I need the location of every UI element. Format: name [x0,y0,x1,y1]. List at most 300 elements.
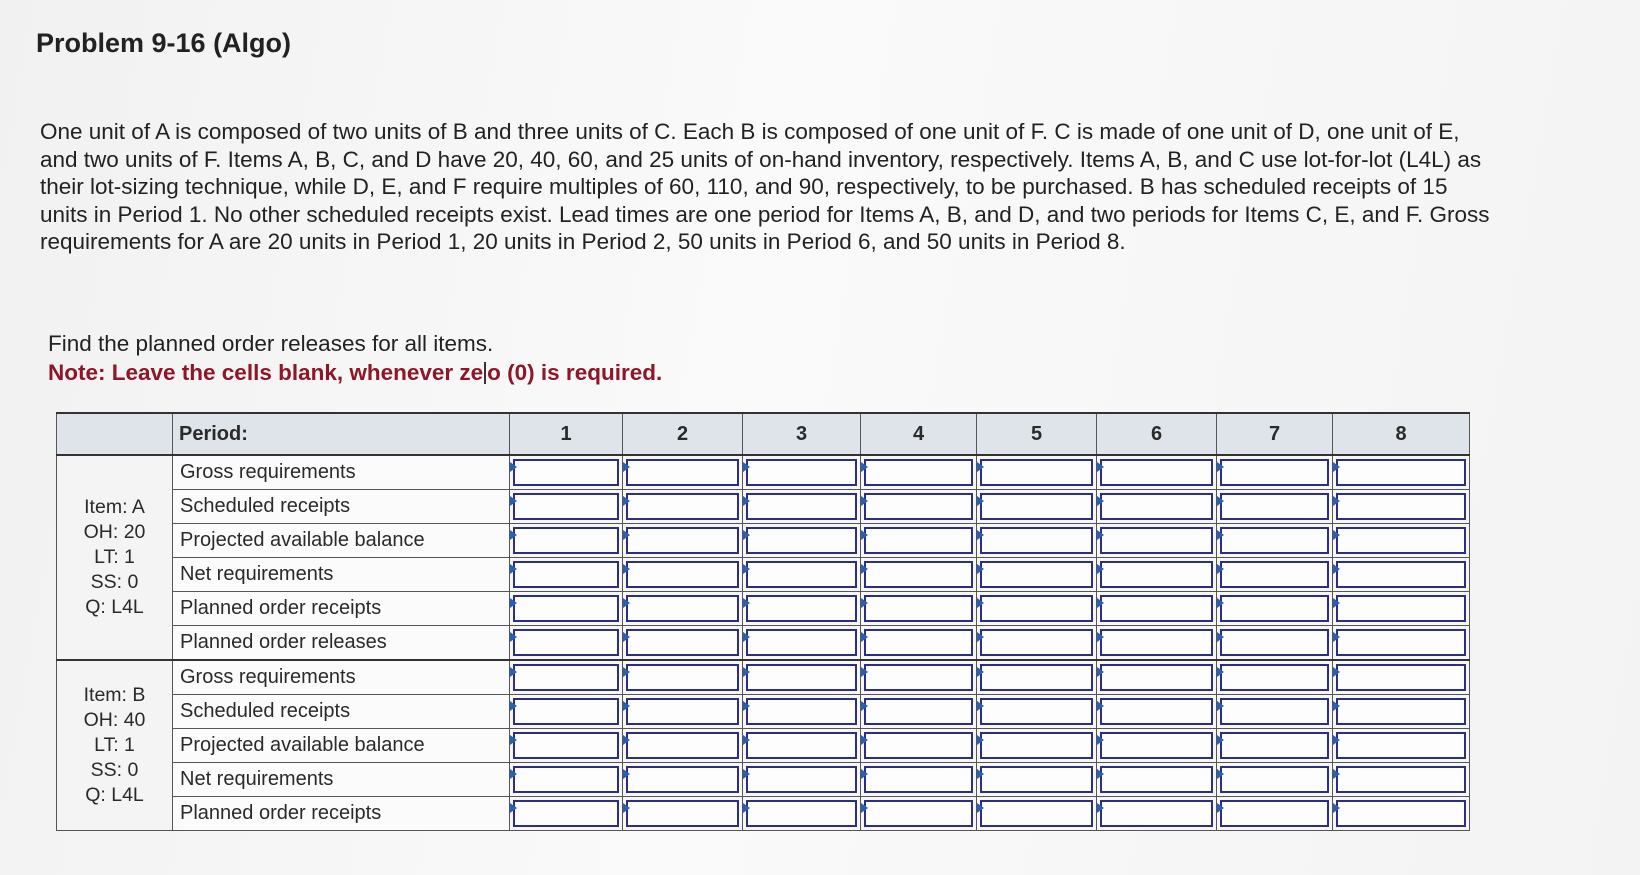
cell-marker-icon [1217,564,1224,574]
answer-cell [861,455,977,490]
cell-marker-icon [623,564,630,574]
item-b-oh: OH: 40 [83,709,146,731]
answer-input[interactable] [746,664,857,691]
cell-marker-icon [510,701,517,711]
cell-marker-icon [743,769,750,779]
row-label: Gross requirements [173,660,510,695]
cell-marker-icon [1097,564,1104,574]
note-text-part1: Note: Leave the cells blank, whenever ze [48,360,484,385]
cell-marker-icon [1217,496,1224,506]
answer-input[interactable] [980,459,1093,486]
answer-cell [623,455,743,490]
cell-marker-icon [510,803,517,813]
cell-marker-icon [977,598,984,608]
row-label: Projected available balance [173,729,510,763]
answer-input[interactable] [1220,459,1329,486]
answer-cell [743,729,861,763]
cell-marker-icon [743,667,750,677]
answer-cell [1333,729,1470,763]
cell-marker-icon [1217,803,1224,813]
answer-cell [623,763,743,797]
answer-cell [623,660,743,695]
cell-marker-icon [1333,667,1340,677]
answer-cell [1333,558,1470,592]
answer-input[interactable] [1336,732,1466,759]
item-a-oh: OH: 20 [83,521,146,543]
mrp-table [56,412,1470,831]
answer-input[interactable] [1220,561,1329,588]
mrp-row [57,695,1470,729]
answer-cell [510,490,623,524]
mrp-row [57,763,1470,797]
answer-input[interactable] [513,459,619,486]
answer-input[interactable] [513,595,619,622]
answer-input[interactable] [1336,595,1466,622]
cell-marker-icon [743,462,750,472]
answer-cell [743,455,861,490]
answer-cell [510,524,623,558]
answer-cell [1333,626,1470,661]
answer-input[interactable] [513,561,619,588]
answer-cell [977,729,1097,763]
answer-cell [1097,592,1217,626]
cell-marker-icon [1217,462,1224,472]
answer-input[interactable] [746,698,857,725]
answer-cell [977,695,1097,729]
answer-input[interactable] [513,664,619,691]
cell-marker-icon [1217,530,1224,540]
answer-cell [1097,763,1217,797]
answer-input[interactable] [1336,459,1466,486]
answer-cell [510,626,623,661]
answer-input[interactable] [1336,561,1466,588]
answer-cell [861,660,977,695]
answer-cell [743,660,861,695]
answer-input[interactable] [1220,664,1329,691]
answer-input[interactable] [980,732,1093,759]
answer-cell [1333,524,1470,558]
period-3-header: 3 [743,413,861,455]
answer-cell [623,558,743,592]
cell-marker-icon [1333,598,1340,608]
item-a-info [57,455,173,660]
answer-input[interactable] [513,527,619,554]
cell-marker-icon [743,564,750,574]
row-label: Net requirements [173,763,510,797]
answer-input[interactable] [746,800,857,827]
answer-input[interactable] [1100,459,1213,486]
cell-marker-icon [1217,598,1224,608]
row-label: Gross requirements [173,455,510,490]
item-b-section [57,660,1470,831]
cell-marker-icon [623,530,630,540]
answer-cell [1097,695,1217,729]
note-text-part2: o (0) is required. [487,360,663,385]
answer-input[interactable] [746,629,857,656]
cell-marker-icon [1097,735,1104,745]
answer-cell [1217,592,1333,626]
cell-marker-icon [510,598,517,608]
answer-cell [1217,729,1333,763]
answer-input[interactable] [746,493,857,520]
row-label: Planned order releases [173,626,510,661]
answer-cell [977,490,1097,524]
answer-input[interactable] [746,595,857,622]
answer-input[interactable] [1220,629,1329,656]
answer-input[interactable] [1220,766,1329,793]
cell-marker-icon [861,462,868,472]
row-label: Projected available balance [173,524,510,558]
cell-marker-icon [861,632,868,642]
answer-cell [861,558,977,592]
cell-marker-icon [623,632,630,642]
answer-input[interactable] [626,459,739,486]
item-a-name: Item: A [84,496,145,518]
cell-marker-icon [743,701,750,711]
cell-marker-icon [1097,598,1104,608]
answer-input[interactable] [864,561,973,588]
item-a-lt: LT: 1 [94,546,135,568]
item-a-q: Q: L4L [85,596,144,618]
cell-marker-icon [977,701,984,711]
answer-cell [1217,524,1333,558]
answer-cell [1217,695,1333,729]
answer-cell [623,729,743,763]
answer-input[interactable] [1100,732,1213,759]
answer-input[interactable] [746,732,857,759]
answer-cell [1333,455,1470,490]
mrp-row [57,592,1470,626]
answer-input[interactable] [626,664,739,691]
answer-cell [861,490,977,524]
cell-marker-icon [1097,462,1104,472]
answer-cell [743,626,861,661]
cell-marker-icon [977,496,984,506]
answer-input[interactable] [626,629,739,656]
answer-cell [1097,797,1217,831]
answer-cell [1097,729,1217,763]
period-label: Period: [173,413,510,455]
answer-input[interactable] [746,561,857,588]
answer-cell [1097,626,1217,661]
answer-input[interactable] [1336,493,1466,520]
answer-cell [1217,797,1333,831]
answer-input[interactable] [746,459,857,486]
row-label: Planned order receipts [173,797,510,831]
answer-input[interactable] [626,527,739,554]
cell-marker-icon [861,769,868,779]
problem-statement: One unit of A is composed of two units of B and three units of C. Each B is composed of one unit of F. C is made of one unit of D, one unit of E, and two units of F. Items A, B, C, and D have 20, 40, 60, and 25 units of on-hand inventory, respectively. Items A, B, and C use lot-for-lot (L4L) as their lot-sizing technique, while D, E, and F require multiples of 60, 110, and 90, respectively, to be purchased. B has scheduled receipts of 15 units in Period 1. No other scheduled receipts exist. Lead times are one period for Items A, B, and D, and two periods for Items C, E, and F. Gross requirements for A are 20 units in Period 1, 20 units in Period 2, 50 units in Period 6, and 50 units in Period 8. [40,119,1490,255]
cell-marker-icon [977,564,984,574]
answer-input[interactable] [864,493,973,520]
answer-cell [1097,490,1217,524]
cell-marker-icon [623,769,630,779]
item-b-info [57,660,173,831]
item-b-q: Q: L4L [85,784,144,806]
cell-marker-icon [1097,803,1104,813]
answer-input[interactable] [1336,800,1466,827]
answer-input[interactable] [513,766,619,793]
cell-marker-icon [510,530,517,540]
answer-cell [861,763,977,797]
answer-cell [1333,490,1470,524]
cell-marker-icon [977,530,984,540]
cell-marker-icon [510,564,517,574]
answer-input[interactable] [626,800,739,827]
mrp-row [57,797,1470,831]
answer-input[interactable] [1100,800,1213,827]
answer-cell [977,524,1097,558]
answer-cell [861,626,977,661]
answer-input[interactable] [513,698,619,725]
answer-cell [510,455,623,490]
cell-marker-icon [510,496,517,506]
answer-cell [977,797,1097,831]
answer-cell [1097,558,1217,592]
cell-marker-icon [1333,735,1340,745]
answer-cell [743,490,861,524]
cell-marker-icon [1217,735,1224,745]
answer-input[interactable] [1336,629,1466,656]
cell-marker-icon [1333,632,1340,642]
answer-cell [861,797,977,831]
answer-input[interactable] [1220,698,1329,725]
answer-input[interactable] [1336,664,1466,691]
answer-input[interactable] [864,664,973,691]
answer-cell [977,558,1097,592]
cell-marker-icon [861,803,868,813]
answer-input[interactable] [1100,561,1213,588]
cell-marker-icon [1097,701,1104,711]
answer-input[interactable] [980,766,1093,793]
mrp-row [57,729,1470,763]
mrp-row [57,490,1470,524]
answer-cell [510,695,623,729]
cell-marker-icon [1333,496,1340,506]
cell-marker-icon [510,462,517,472]
answer-cell [623,490,743,524]
cell-marker-icon [977,632,984,642]
answer-cell [510,558,623,592]
answer-input[interactable] [864,800,973,827]
cell-marker-icon [743,496,750,506]
cell-marker-icon [623,496,630,506]
mrp-row [57,455,1470,490]
answer-input[interactable] [980,561,1093,588]
answer-input[interactable] [980,527,1093,554]
cell-marker-icon [743,530,750,540]
period-2-header: 2 [623,413,743,455]
answer-input[interactable] [626,561,739,588]
answer-input[interactable] [980,800,1093,827]
answer-input[interactable] [513,629,619,656]
answer-input[interactable] [864,595,973,622]
answer-input[interactable] [1220,595,1329,622]
answer-input[interactable] [626,493,739,520]
answer-cell [977,455,1097,490]
answer-input[interactable] [980,629,1093,656]
answer-input[interactable] [1100,698,1213,725]
answer-input[interactable] [746,527,857,554]
answer-cell [623,524,743,558]
answer-cell [743,797,861,831]
answer-cell [861,592,977,626]
cell-marker-icon [1333,564,1340,574]
answer-input[interactable] [1336,698,1466,725]
cell-marker-icon [1333,803,1340,813]
period-5-header: 5 [977,413,1097,455]
item-b-ss: SS: 0 [90,759,139,781]
answer-input[interactable] [1100,664,1213,691]
answer-cell [1333,695,1470,729]
answer-input[interactable] [980,493,1093,520]
answer-cell [510,763,623,797]
answer-cell [1097,660,1217,695]
answer-input[interactable] [1220,493,1329,520]
answer-input[interactable] [980,664,1093,691]
answer-cell [861,695,977,729]
cell-marker-icon [510,735,517,745]
cell-marker-icon [977,803,984,813]
cell-marker-icon [1217,701,1224,711]
cell-marker-icon [861,496,868,506]
cell-marker-icon [1217,632,1224,642]
answer-input[interactable] [513,493,619,520]
cell-marker-icon [1217,769,1224,779]
answer-cell [861,729,977,763]
answer-cell [743,558,861,592]
answer-input[interactable] [513,732,619,759]
cell-marker-icon [510,667,517,677]
text-cursor-icon [484,362,486,384]
answer-cell [743,592,861,626]
answer-input[interactable] [864,698,973,725]
page-title: Problem 9-16 (Algo) [36,28,292,58]
period-1-header: 1 [510,413,623,455]
cell-marker-icon [861,530,868,540]
cell-marker-icon [861,735,868,745]
answer-input[interactable] [1100,766,1213,793]
answer-input[interactable] [1220,732,1329,759]
answer-cell [861,524,977,558]
period-6-header: 6 [1097,413,1217,455]
cell-marker-icon [861,598,868,608]
cell-marker-icon [623,667,630,677]
answer-cell [510,729,623,763]
cell-marker-icon [1333,769,1340,779]
answer-cell [510,797,623,831]
period-header-row [57,413,1470,455]
row-label: Planned order receipts [173,592,510,626]
cell-marker-icon [1097,496,1104,506]
answer-input[interactable] [864,732,973,759]
answer-cell [1217,455,1333,490]
answer-input[interactable] [1100,595,1213,622]
answer-cell [977,626,1097,661]
answer-input[interactable] [1220,527,1329,554]
answer-cell [623,626,743,661]
answer-input[interactable] [1220,800,1329,827]
answer-input[interactable] [980,595,1093,622]
cell-marker-icon [861,701,868,711]
cell-marker-icon [743,735,750,745]
cell-marker-icon [1217,667,1224,677]
answer-input[interactable] [626,766,739,793]
answer-input[interactable] [1336,766,1466,793]
cell-marker-icon [510,632,517,642]
answer-input[interactable] [864,766,973,793]
answer-cell [1333,763,1470,797]
cell-marker-icon [1097,530,1104,540]
answer-cell [1217,558,1333,592]
cell-marker-icon [1333,462,1340,472]
cell-marker-icon [623,803,630,813]
cell-marker-icon [623,462,630,472]
answer-cell [1333,797,1470,831]
cell-marker-icon [1333,701,1340,711]
answer-cell [743,763,861,797]
period-8-header: 8 [1333,413,1470,455]
row-label: Scheduled receipts [173,490,510,524]
cell-marker-icon [977,462,984,472]
period-7-header: 7 [1217,413,1333,455]
answer-input[interactable] [513,800,619,827]
answer-input[interactable] [1100,493,1213,520]
answer-cell [977,763,1097,797]
cell-marker-icon [977,769,984,779]
answer-input[interactable] [626,732,739,759]
answer-input[interactable] [1100,629,1213,656]
cell-marker-icon [1097,667,1104,677]
answer-cell [1333,592,1470,626]
note-text [48,360,662,386]
cell-marker-icon [623,701,630,711]
answer-cell [623,797,743,831]
cell-marker-icon [1097,769,1104,779]
answer-cell [510,592,623,626]
answer-cell [623,592,743,626]
header-corner [57,413,173,455]
answer-input[interactable] [626,595,739,622]
answer-input[interactable] [1100,527,1213,554]
answer-cell [1217,763,1333,797]
cell-marker-icon [1097,632,1104,642]
mrp-row [57,660,1470,695]
cell-marker-icon [743,632,750,642]
item-b-lt: LT: 1 [94,734,135,756]
answer-input[interactable] [864,527,973,554]
item-a-section [57,455,1470,660]
answer-cell [977,660,1097,695]
instruction-text: Find the planned order releases for all items. [48,331,494,356]
answer-input[interactable] [864,629,973,656]
cell-marker-icon [623,598,630,608]
answer-input[interactable] [864,459,973,486]
answer-input[interactable] [746,766,857,793]
row-label: Scheduled receipts [173,695,510,729]
answer-input[interactable] [1336,527,1466,554]
answer-cell [510,660,623,695]
cell-marker-icon [743,803,750,813]
mrp-row [57,524,1470,558]
answer-input[interactable] [980,698,1093,725]
cell-marker-icon [743,598,750,608]
answer-cell [1217,626,1333,661]
answer-cell [1217,490,1333,524]
cell-marker-icon [510,769,517,779]
cell-marker-icon [1333,530,1340,540]
answer-input[interactable] [626,698,739,725]
